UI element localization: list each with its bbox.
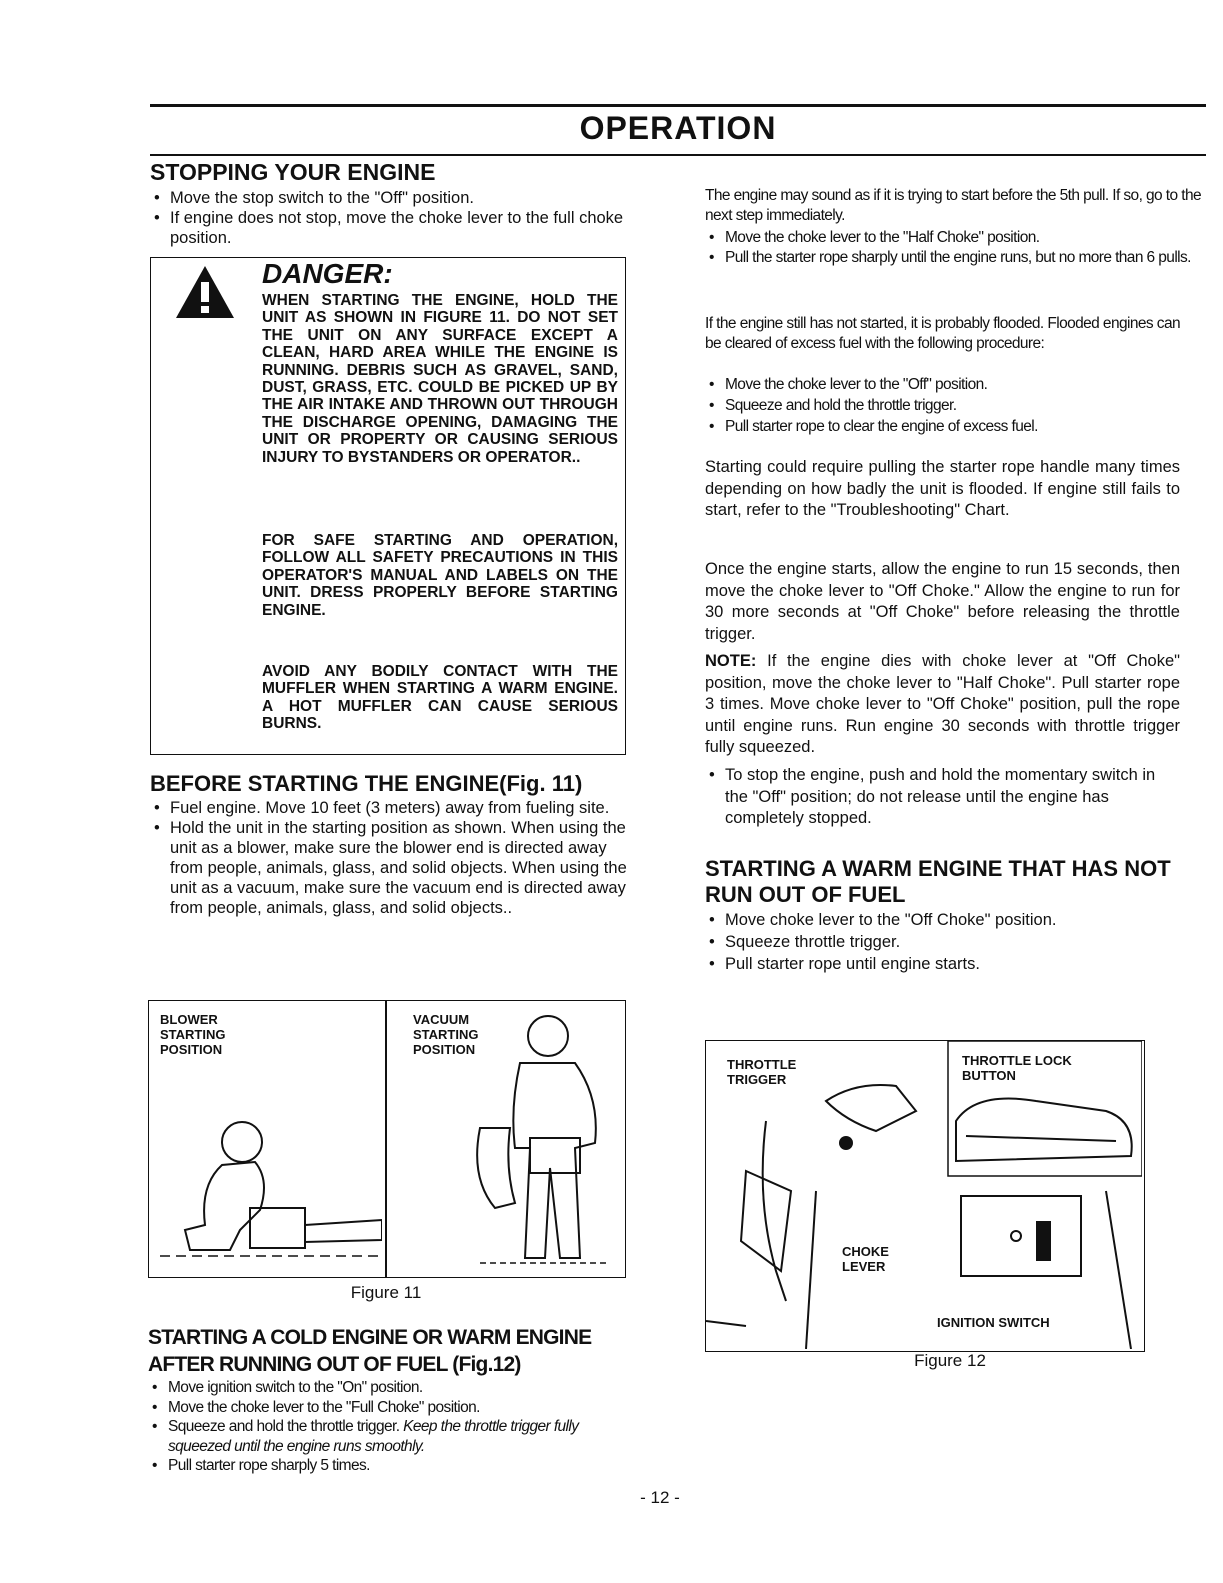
right-list-2	[705, 374, 1180, 437]
header-rule	[150, 104, 1206, 107]
list-item: • Squeeze throttle trigger.	[705, 931, 1183, 953]
list-item-emphasis: Keep the throttle trigger fully squeezed until the engine runs smoothly.	[168, 1418, 579, 1455]
throttle-trigger-label: THROTTLE TRIGGER	[727, 1057, 837, 1087]
list-item-text: Squeeze and hold the throttle trigger.	[168, 1418, 404, 1435]
right-paragraph-2: If the engine still has not started, it is probably flooded. Flooded engines can be cleared of excess fuel with the following procedure:	[705, 315, 1180, 352]
list-item: • Hold the unit in the starting position as shown. When using the unit as a blower, make sure the blower end is directed away from people, animals, glass, and solid objects. When using the unit as a vacuum, make sure the vacuum end is directed away from people, animals, glass, and solid objects..	[150, 818, 628, 918]
danger-paragraph-2: FOR SAFE STARTING AND OPERATION, FOLLOW ALL SAFETY PRECAUTIONS IN THIS OPERATOR'S MANUAL AND LABELS ON THE UNIT. DRESS PROPERLY BEFORE STARTING ENGINE.	[262, 532, 618, 619]
before-heading: BEFORE STARTING THE ENGINE(Fig. 11)	[150, 771, 583, 796]
list-item: • Move ignition switch to the "On" position.	[148, 1378, 628, 1398]
list-item: • Move the stop switch to the "Off" position.	[150, 188, 628, 208]
choke-lever-label: CHOKE LEVER	[842, 1244, 902, 1274]
list-item: • If engine does not stop, move the choke lever to the full choke position.	[150, 208, 628, 248]
list-item: • Move the choke lever to the "Off" position.	[705, 374, 1180, 395]
header-rule-bottom	[150, 154, 1206, 156]
cold-heading-line-2: AFTER RUNNING OUT OF FUEL (Fig.12)	[148, 1353, 521, 1376]
danger-paragraph-3: AVOID ANY BODILY CONTACT WITH THE MUFFLER WHEN STARTING A WARM ENGINE. A HOT MUFFLER CAN CAUSE SERIOUS BURNS.	[262, 663, 618, 733]
list-item: • Pull starter rope sharply 5 times.	[148, 1456, 628, 1476]
blower-position-label: BLOWER STARTING POSITION	[160, 1012, 226, 1057]
list-item: • Move the choke lever to the "Half Choke" position.	[705, 228, 1201, 248]
figure-11-caption: Figure 11	[350, 1283, 422, 1302]
warning-icon	[174, 264, 236, 320]
before-list	[150, 798, 628, 918]
list-item	[148, 1417, 628, 1456]
page-title: OPERATION	[579, 110, 777, 146]
list-item: • Pull starter rope until engine starts.	[705, 953, 1183, 975]
list-item: • To stop the engine, push and hold the momentary switch in the "Off" position; do not release until the engine has completely stopped.	[705, 765, 1180, 830]
stopping-list	[150, 188, 628, 248]
danger-paragraph-1: WHEN STARTING THE ENGINE, HOLD THE UNIT AS SHOWN IN FIGURE 11. DO NOT SET THE UNIT ON ANY SURFACE EXCEPT A CLEAN, HARD AREA WHILE THE ENGINE IS RUNNING. DEBRIS SUCH AS GRAVEL, SAND, DUST, GRASS, ETC. COULD BE PICKED UP BY THE AIR INTAKE AND THROWN OUT THROUGH THE DISCHARGE OPENING, DAMAGING THE UNIT OR PROPERTY OR CAUSING SERIOUS INJURY TO BYSTANDERS OR OPERATOR..	[262, 292, 618, 466]
figure-12-caption: Figure 12	[914, 1351, 986, 1370]
note-text: If the engine dies with choke lever at "Off Choke" position, move the choke lever to "Half Choke". Pull starter rope 3 times. Move choke lever to "Off Choke" position, pull the rope until engine runs. Run engine 30 seconds with throttle trigger fully squeezed.	[705, 652, 1180, 756]
list-item: • Pull the starter rope sharply until the engine runs, but no more than 6 pulls.	[705, 248, 1201, 268]
list-item: • Move choke lever to the "Off Choke" position.	[705, 909, 1183, 931]
right-paragraph-3: Starting could require pulling the starter rope handle many times depending on how badly the unit is flooded. If engine still fails to start, refer to the "Troubleshooting" Chart.	[705, 458, 1180, 519]
blower-illustration	[160, 1090, 382, 1270]
right-paragraph-1: The engine may sound as if it is trying to start before the 5th pull. If so, go to the next step immediately.	[705, 187, 1201, 224]
danger-title: DANGER:	[262, 258, 393, 289]
list-item: • Fuel engine. Move 10 feet (3 meters) away from fueling site.	[150, 798, 628, 818]
engine-controls-illustration	[706, 1041, 1142, 1349]
stopping-heading: STOPPING YOUR ENGINE	[150, 159, 436, 185]
stop-list	[705, 765, 1180, 830]
vacuum-illustration	[470, 1008, 620, 1273]
list-item: • Pull starter rope to clear the engine of excess fuel.	[705, 416, 1180, 437]
ignition-switch-label: IGNITION SWITCH	[937, 1315, 1077, 1330]
note-label: NOTE:	[705, 652, 757, 670]
right-list-1	[705, 228, 1201, 268]
cold-heading-line-1: STARTING A COLD ENGINE OR WARM ENGINE	[148, 1326, 592, 1349]
vacuum-position-label: VACUUM STARTING POSITION	[413, 1012, 479, 1057]
page-number: - 12 -	[640, 1488, 680, 1507]
right-paragraph-4: Once the engine starts, allow the engine to run 15 seconds, then move the choke lever to "Off Choke." Allow the engine to run for 30 more seconds at "Off Choke" before releasing the throttle trigger.	[705, 560, 1180, 643]
list-item: • Move the choke lever to the "Full Choke" position.	[148, 1398, 628, 1418]
throttle-lock-label: THROTTLE LOCK BUTTON	[962, 1053, 1072, 1083]
note-paragraph	[705, 651, 1180, 759]
cold-list	[148, 1378, 628, 1476]
figure-divider	[385, 1000, 387, 1278]
warm-list	[705, 909, 1183, 975]
list-item: • Squeeze and hold the throttle trigger.	[705, 395, 1180, 416]
warm-heading: STARTING A WARM ENGINE THAT HAS NOT RUN OUT OF FUEL	[705, 856, 1171, 907]
